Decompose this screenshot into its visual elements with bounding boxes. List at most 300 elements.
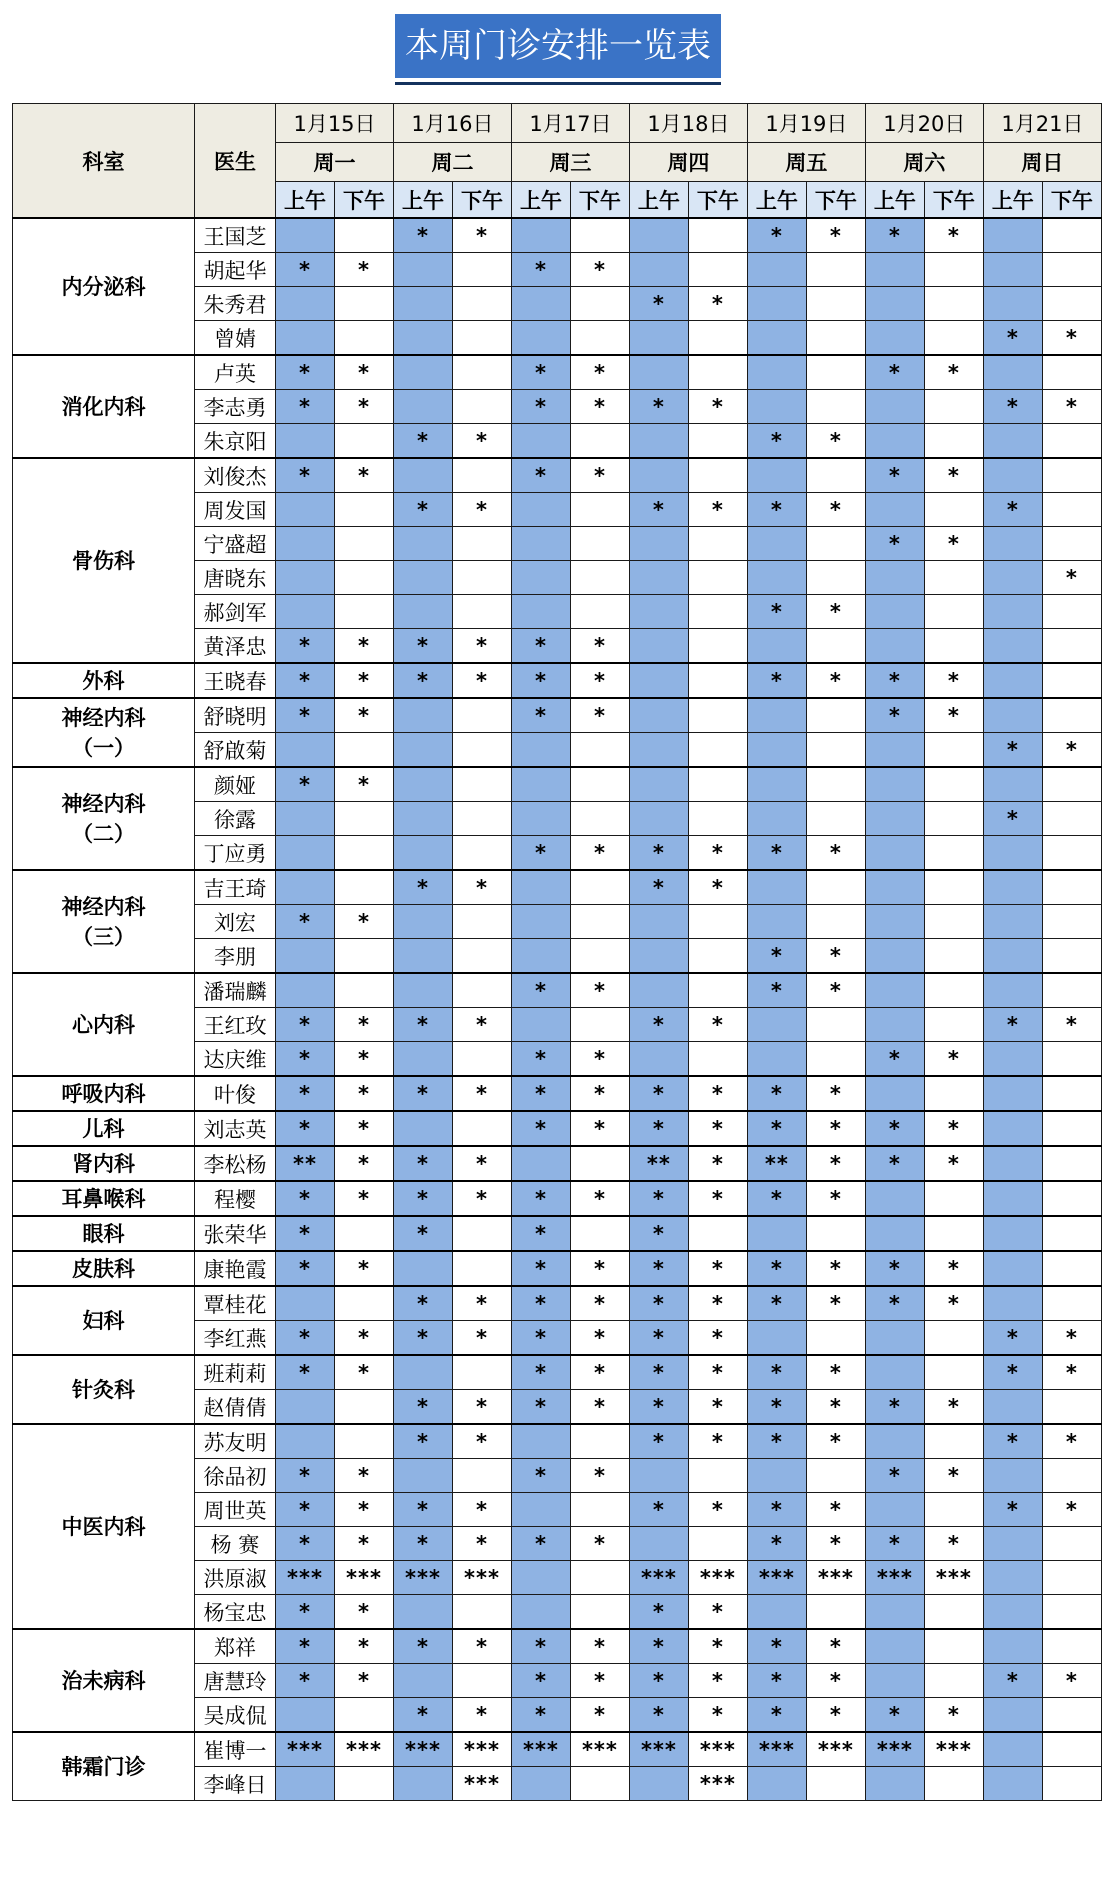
slot-cell: [570, 424, 629, 459]
slot-cell: [806, 1595, 865, 1630]
slot-cell: [335, 870, 394, 905]
slot-cell: [570, 595, 629, 629]
slot-cell: *: [511, 253, 570, 287]
slot-cell: [1042, 939, 1101, 974]
slot-cell: [276, 836, 335, 871]
slot-cell: [629, 321, 688, 356]
doctor-name: 卢英: [194, 355, 275, 390]
dept-cell: 骨伤科: [13, 458, 195, 663]
slot-cell: [1042, 905, 1101, 939]
slot-cell: [1042, 802, 1101, 836]
slot-cell: [983, 424, 1042, 459]
slot-cell: *: [983, 1355, 1042, 1390]
slot-cell: *: [452, 1424, 511, 1459]
table-row: [13, 1076, 1102, 1111]
slot-cell: [276, 973, 335, 1008]
slot-cell: [629, 1042, 688, 1077]
slot-cell: [1042, 663, 1101, 698]
slot-cell: [452, 390, 511, 424]
slot-cell: [688, 424, 747, 459]
doctor-name: 徐露: [194, 802, 275, 836]
slot-cell: [570, 870, 629, 905]
doctor-name: 胡起华: [194, 253, 275, 287]
slot-cell: *: [276, 905, 335, 939]
slot-cell: [570, 1767, 629, 1801]
slot-cell: *: [688, 1355, 747, 1390]
slot-cell: *: [806, 1664, 865, 1698]
slot-cell: *: [393, 424, 452, 459]
slot-cell: *: [747, 1527, 806, 1561]
slot-cell: *: [688, 1321, 747, 1356]
slot-cell: [865, 390, 924, 424]
slot-cell: ***: [747, 1732, 806, 1767]
table-row: [13, 663, 1102, 698]
slot-cell: *: [276, 1321, 335, 1356]
slot-cell: *: [806, 663, 865, 698]
slot-cell: *: [570, 1181, 629, 1216]
slot-cell: *: [452, 629, 511, 664]
slot-cell: [688, 733, 747, 768]
slot-cell: [393, 253, 452, 287]
doctor-name: 丁应勇: [194, 836, 275, 871]
doctor-name: 张荣华: [194, 1216, 275, 1251]
slot-cell: [1042, 1459, 1101, 1493]
slot-cell: [688, 321, 747, 356]
slot-cell: [865, 424, 924, 459]
table-row: [13, 698, 1102, 733]
slot-cell: [511, 595, 570, 629]
slot-cell: *: [452, 1390, 511, 1425]
slot-cell: *: [511, 698, 570, 733]
dept-cell: 神经内科 （三）: [13, 870, 195, 973]
slot-cell: ***: [924, 1561, 983, 1595]
doctor-name: 李红燕: [194, 1321, 275, 1356]
slot-cell: [865, 802, 924, 836]
slot-cell: *: [570, 355, 629, 390]
slot-cell: *: [511, 1076, 570, 1111]
slot-cell: *: [688, 1146, 747, 1181]
slot-cell: [688, 458, 747, 493]
slot-cell: *: [688, 1493, 747, 1527]
slot-cell: [865, 767, 924, 802]
slot-cell: *: [570, 629, 629, 664]
slot-cell: [806, 870, 865, 905]
slot-cell: *: [452, 1527, 511, 1561]
slot-cell: *: [511, 1459, 570, 1493]
slot-cell: *: [570, 663, 629, 698]
slot-cell: [924, 1181, 983, 1216]
slot-cell: *: [688, 1251, 747, 1286]
slot-cell: [393, 767, 452, 802]
slot-cell: *: [806, 424, 865, 459]
slot-cell: [924, 595, 983, 629]
doctor-name: 唐晓东: [194, 561, 275, 595]
slot-cell: [335, 1424, 394, 1459]
slot-cell: *: [924, 1042, 983, 1077]
slot-cell: [806, 321, 865, 356]
slot-cell: [276, 733, 335, 768]
slot-cell: *: [806, 1076, 865, 1111]
dept-cell: 皮肤科: [13, 1251, 195, 1286]
slot-cell: [1042, 1216, 1101, 1251]
slot-cell: [629, 733, 688, 768]
slot-cell: [276, 561, 335, 595]
slot-cell: *: [335, 629, 394, 664]
slot-cell: [688, 698, 747, 733]
slot-cell: [747, 1008, 806, 1042]
slot-cell: [629, 595, 688, 629]
doctor-name: 李松杨: [194, 1146, 275, 1181]
slot-cell: [1042, 253, 1101, 287]
slot-cell: [570, 1008, 629, 1042]
slot-cell: *: [747, 1664, 806, 1698]
slot-cell: [924, 424, 983, 459]
page-title: 本周门诊安排一览表: [395, 14, 721, 78]
slot-cell: [335, 939, 394, 974]
slot-cell: *: [570, 1321, 629, 1356]
date-header: 1月18日: [629, 104, 747, 143]
table-row: [13, 458, 1102, 493]
slot-cell: [983, 287, 1042, 321]
slot-cell: [452, 733, 511, 768]
slot-cell: [747, 1321, 806, 1356]
slot-cell: [511, 733, 570, 768]
slot-cell: [806, 802, 865, 836]
slot-cell: *: [276, 767, 335, 802]
slot-cell: [747, 527, 806, 561]
slot-cell: [747, 287, 806, 321]
am-header: 上午: [276, 182, 335, 219]
slot-cell: [924, 629, 983, 664]
slot-cell: [688, 1527, 747, 1561]
slot-cell: *: [570, 1527, 629, 1561]
slot-cell: [688, 561, 747, 595]
slot-cell: [570, 1216, 629, 1251]
slot-cell: *: [511, 836, 570, 871]
slot-cell: [393, 939, 452, 974]
doctor-name: 李峰日: [194, 1767, 275, 1801]
slot-cell: [924, 1595, 983, 1630]
slot-cell: *: [511, 1181, 570, 1216]
slot-cell: **: [747, 1146, 806, 1181]
slot-cell: *: [276, 1111, 335, 1146]
slot-cell: [983, 1042, 1042, 1077]
slot-cell: *: [865, 1390, 924, 1425]
doctor-name: 刘宏: [194, 905, 275, 939]
slot-cell: *: [688, 1008, 747, 1042]
slot-cell: *: [393, 1493, 452, 1527]
slot-cell: *: [806, 836, 865, 871]
slot-cell: [983, 1076, 1042, 1111]
slot-cell: *: [570, 390, 629, 424]
slot-cell: [629, 424, 688, 459]
slot-cell: [629, 629, 688, 664]
slot-cell: *: [806, 1251, 865, 1286]
doctor-name: 杨宝忠: [194, 1595, 275, 1630]
slot-cell: *: [806, 1493, 865, 1527]
slot-cell: *: [452, 1181, 511, 1216]
slot-cell: [511, 1008, 570, 1042]
doctor-name: 叶俊: [194, 1076, 275, 1111]
slot-cell: [924, 870, 983, 905]
slot-cell: *: [688, 1286, 747, 1321]
weekday-header: 周二: [393, 143, 511, 182]
slot-cell: *: [1042, 321, 1101, 356]
slot-cell: [983, 939, 1042, 974]
slot-cell: *: [1042, 1008, 1101, 1042]
slot-cell: [747, 767, 806, 802]
slot-cell: *: [924, 527, 983, 561]
slot-cell: [806, 355, 865, 390]
slot-cell: [865, 321, 924, 356]
slot-cell: ***: [452, 1767, 511, 1801]
slot-cell: *: [629, 1181, 688, 1216]
slot-cell: *: [747, 1424, 806, 1459]
slot-cell: *: [393, 663, 452, 698]
slot-cell: [276, 527, 335, 561]
doctor-name: 王晓春: [194, 663, 275, 698]
slot-cell: [983, 1251, 1042, 1286]
slot-cell: *: [629, 1355, 688, 1390]
slot-cell: [924, 1664, 983, 1698]
pm-header: 下午: [452, 182, 511, 219]
slot-cell: ***: [747, 1561, 806, 1595]
slot-cell: *: [924, 1146, 983, 1181]
slot-cell: [865, 253, 924, 287]
slot-cell: *: [335, 698, 394, 733]
slot-cell: [865, 1076, 924, 1111]
slot-cell: *: [629, 1698, 688, 1733]
slot-cell: [276, 595, 335, 629]
pm-header: 下午: [1042, 182, 1101, 219]
slot-cell: *: [276, 1076, 335, 1111]
slot-cell: [688, 1042, 747, 1077]
table-row: [13, 1251, 1102, 1286]
slot-cell: *: [983, 493, 1042, 527]
slot-cell: *: [511, 1698, 570, 1733]
slot-cell: [983, 870, 1042, 905]
slot-cell: [335, 1286, 394, 1321]
slot-cell: [865, 1216, 924, 1251]
slot-cell: [983, 1732, 1042, 1767]
slot-cell: [393, 973, 452, 1008]
slot-cell: [747, 1042, 806, 1077]
slot-cell: *: [688, 1424, 747, 1459]
slot-cell: *: [983, 390, 1042, 424]
slot-cell: [747, 253, 806, 287]
slot-cell: [983, 663, 1042, 698]
date-header: 1月15日: [276, 104, 394, 143]
doctor-name: 曾婧: [194, 321, 275, 356]
slot-cell: [924, 1493, 983, 1527]
slot-cell: [393, 1042, 452, 1077]
slot-cell: *: [393, 1181, 452, 1216]
slot-cell: [688, 767, 747, 802]
slot-cell: *: [511, 663, 570, 698]
slot-cell: ***: [511, 1732, 570, 1767]
slot-cell: [747, 561, 806, 595]
slot-cell: *: [511, 458, 570, 493]
dept-cell: 针灸科: [13, 1355, 195, 1424]
slot-cell: [924, 287, 983, 321]
doctor-name: 周世英: [194, 1493, 275, 1527]
slot-cell: [1042, 287, 1101, 321]
slot-cell: [452, 321, 511, 356]
slot-cell: [924, 390, 983, 424]
slot-cell: *: [629, 390, 688, 424]
slot-cell: [1042, 527, 1101, 561]
doctor-name: 覃桂花: [194, 1286, 275, 1321]
slot-cell: [688, 629, 747, 664]
slot-cell: [629, 905, 688, 939]
dept-cell: 神经内科 （一）: [13, 698, 195, 767]
slot-cell: *: [865, 218, 924, 253]
slot-cell: [865, 629, 924, 664]
slot-cell: [983, 527, 1042, 561]
slot-cell: [983, 1561, 1042, 1595]
slot-cell: *: [688, 493, 747, 527]
slot-cell: [983, 767, 1042, 802]
table-row: [13, 1629, 1102, 1664]
slot-cell: *: [570, 1286, 629, 1321]
slot-cell: *: [924, 218, 983, 253]
slot-cell: *: [276, 1008, 335, 1042]
slot-cell: [1042, 424, 1101, 459]
am-header: 上午: [629, 182, 688, 219]
slot-cell: [511, 802, 570, 836]
slot-cell: [1042, 1561, 1101, 1595]
am-header: 上午: [511, 182, 570, 219]
slot-cell: *: [747, 663, 806, 698]
slot-cell: *: [276, 698, 335, 733]
slot-cell: *: [511, 1216, 570, 1251]
slot-cell: [983, 1390, 1042, 1425]
slot-cell: *: [452, 424, 511, 459]
slot-cell: *: [276, 1527, 335, 1561]
slot-cell: *: [393, 1629, 452, 1664]
pm-header: 下午: [688, 182, 747, 219]
slot-cell: *: [452, 663, 511, 698]
slot-cell: *: [688, 870, 747, 905]
slot-cell: [806, 253, 865, 287]
slot-cell: [806, 458, 865, 493]
slot-cell: [276, 493, 335, 527]
slot-cell: *: [865, 663, 924, 698]
slot-cell: *: [865, 1042, 924, 1077]
slot-cell: [629, 1527, 688, 1561]
slot-cell: [452, 458, 511, 493]
slot-cell: [452, 939, 511, 974]
slot-cell: *: [452, 493, 511, 527]
slot-cell: *: [511, 1321, 570, 1356]
slot-cell: [629, 561, 688, 595]
slot-cell: [983, 595, 1042, 629]
slot-cell: [570, 1146, 629, 1181]
slot-cell: [924, 1076, 983, 1111]
slot-cell: *: [747, 836, 806, 871]
slot-cell: *: [570, 1459, 629, 1493]
slot-cell: *: [806, 218, 865, 253]
slot-cell: *: [924, 1111, 983, 1146]
slot-cell: [393, 321, 452, 356]
slot-cell: *: [570, 1076, 629, 1111]
pm-header: 下午: [570, 182, 629, 219]
slot-cell: [393, 595, 452, 629]
slot-cell: [511, 939, 570, 974]
slot-cell: *: [393, 493, 452, 527]
slot-cell: [983, 1181, 1042, 1216]
slot-cell: [393, 698, 452, 733]
slot-cell: *: [452, 1321, 511, 1356]
dept-cell: 神经内科 （二）: [13, 767, 195, 870]
slot-cell: [1042, 218, 1101, 253]
slot-cell: **: [276, 1146, 335, 1181]
slot-cell: [1042, 973, 1101, 1008]
slot-cell: [335, 561, 394, 595]
slot-cell: *: [629, 1390, 688, 1425]
slot-cell: [983, 973, 1042, 1008]
slot-cell: [452, 698, 511, 733]
slot-cell: *: [393, 1527, 452, 1561]
schedule-table: [12, 103, 1102, 1801]
slot-cell: [511, 527, 570, 561]
slot-cell: [1042, 1146, 1101, 1181]
slot-cell: *: [629, 1111, 688, 1146]
slot-cell: *: [747, 424, 806, 459]
slot-cell: *: [806, 939, 865, 974]
slot-cell: [1042, 1111, 1101, 1146]
slot-cell: *: [924, 1251, 983, 1286]
table-row: [13, 973, 1102, 1008]
slot-cell: [1042, 1527, 1101, 1561]
slot-cell: [688, 355, 747, 390]
slot-cell: ***: [452, 1732, 511, 1767]
slot-cell: *: [806, 1629, 865, 1664]
slot-cell: *: [393, 1321, 452, 1356]
slot-cell: [276, 1698, 335, 1733]
table-row: [13, 1216, 1102, 1251]
slot-cell: *: [511, 1527, 570, 1561]
slot-cell: [688, 253, 747, 287]
slot-cell: [511, 287, 570, 321]
slot-cell: [924, 973, 983, 1008]
dept-cell: 消化内科: [13, 355, 195, 458]
slot-cell: *: [335, 1251, 394, 1286]
doctor-name: 王红玫: [194, 1008, 275, 1042]
slot-cell: [924, 905, 983, 939]
slot-cell: [865, 1355, 924, 1390]
slot-cell: [452, 1111, 511, 1146]
slot-cell: *: [629, 1008, 688, 1042]
slot-cell: [629, 939, 688, 974]
slot-cell: *: [393, 629, 452, 664]
slot-cell: ***: [688, 1767, 747, 1801]
slot-cell: *: [629, 287, 688, 321]
slot-cell: [570, 1561, 629, 1595]
slot-cell: *: [747, 218, 806, 253]
dept-cell: 肾内科: [13, 1146, 195, 1181]
slot-cell: *: [511, 355, 570, 390]
slot-cell: [1042, 1595, 1101, 1630]
slot-cell: [924, 1629, 983, 1664]
dept-cell: 韩霜门诊: [13, 1732, 195, 1801]
slot-cell: [452, 767, 511, 802]
slot-cell: *: [629, 1493, 688, 1527]
slot-cell: *: [983, 733, 1042, 768]
slot-cell: *: [688, 1698, 747, 1733]
slot-cell: [452, 1216, 511, 1251]
slot-cell: *: [276, 1181, 335, 1216]
